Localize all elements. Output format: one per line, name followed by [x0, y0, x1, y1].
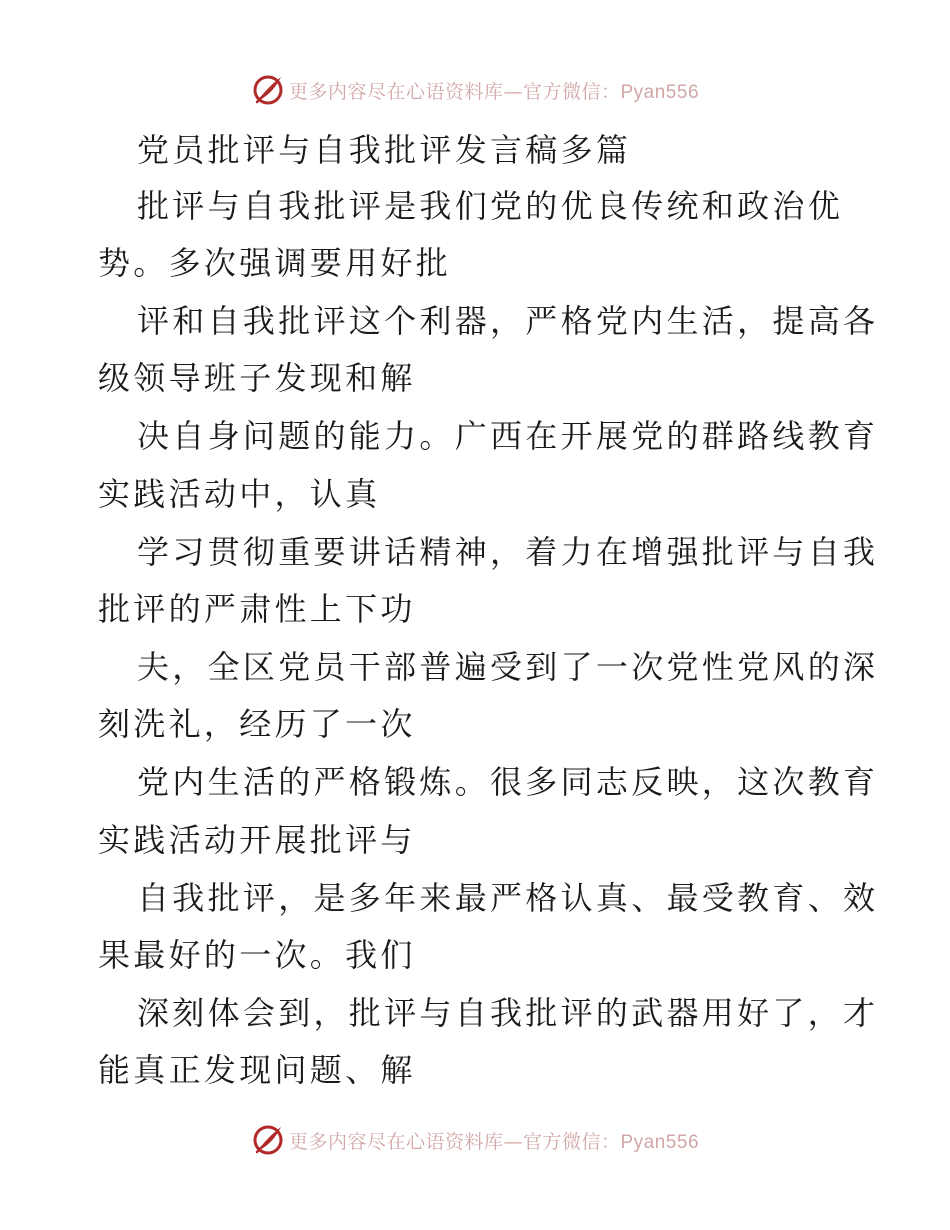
paragraph-line: 实践活动开展批评与	[98, 821, 416, 859]
paragraph-line: 学习贯彻重要讲话精神，着力在增强批评与自我	[137, 533, 879, 571]
paragraph-line: 评和自我批评这个利器，严格党内生活，提高各	[137, 302, 879, 340]
paragraph-line: 势。多次强调要用好批	[98, 244, 452, 282]
watermark-header	[0, 70, 950, 110]
feather-pen-logo-icon	[251, 73, 285, 107]
paragraph-line: 决自身问题的能力。广西在开展党的群路线教育	[137, 417, 879, 455]
document-title: 党员批评与自我批评发言稿多篇	[137, 131, 632, 169]
paragraph-line: 批评与自我批评是我们党的优良传统和政治优	[137, 187, 844, 225]
paragraph-line: 果最好的一次。我们	[98, 936, 416, 974]
paragraph-line: 级领导班子发现和解	[98, 359, 416, 397]
paragraph-line: 能真正发现问题、解	[98, 1051, 416, 1089]
paragraph-line: 批评的严肃性上下功	[98, 590, 416, 628]
feather-pen-logo-icon	[251, 1123, 285, 1157]
paragraph-line: 实践活动中，认真	[98, 475, 381, 513]
watermark-footer	[0, 1120, 950, 1160]
watermark-text	[289, 1127, 699, 1154]
watermark-label: 更多内容尽在心语资料库—官方微信：	[288, 1130, 621, 1153]
paragraph-line: 党内生活的严格锻炼。很多同志反映，这次教育	[137, 763, 879, 801]
paragraph-line: 深刻体会到，批评与自我批评的武器用好了，才	[137, 994, 879, 1032]
paragraph-line: 夫，全区党员干部普遍受到了一次党性党风的深	[137, 648, 879, 686]
watermark-text	[289, 77, 699, 104]
watermark-wechat-id: Pyan556	[620, 81, 700, 103]
watermark-wechat-id: Pyan556	[620, 1131, 700, 1153]
paragraph-line: 刻洗礼，经历了一次	[98, 705, 416, 743]
watermark-label: 更多内容尽在心语资料库—官方微信：	[288, 80, 621, 103]
paragraph-line: 自我批评，是多年来最严格认真、最受教育、效	[137, 879, 879, 917]
